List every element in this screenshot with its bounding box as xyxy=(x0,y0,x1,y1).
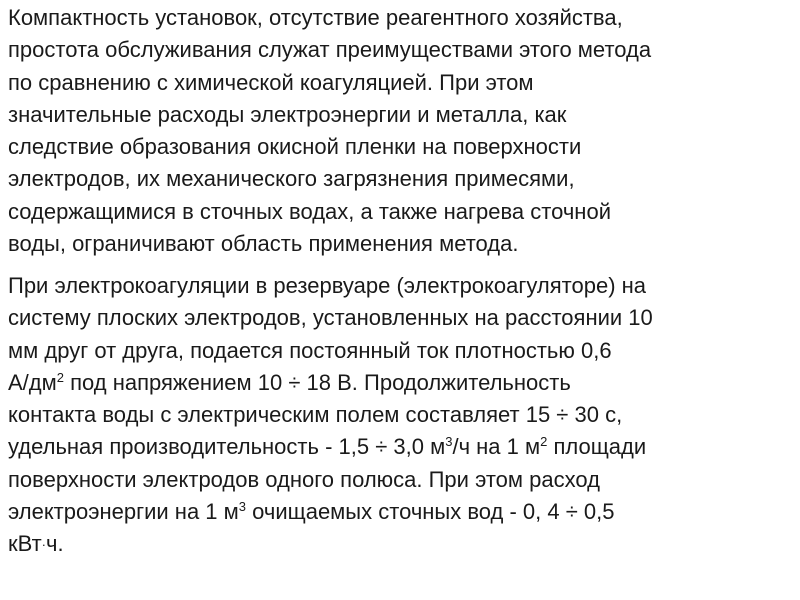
text-run: электроэнергии на 1 м xyxy=(8,499,239,525)
text-line: следствие образования окисной пленки на поверхности xyxy=(8,134,582,160)
text-run: под напряжением 10 ÷ 18 В. Продолжительность xyxy=(63,369,571,395)
text-line: электродов, их механического загрязнения примесями, xyxy=(8,166,575,192)
text-run: удельная производительность - 1,5 ÷ 3,0 м xyxy=(8,434,446,460)
superscript: 2 xyxy=(56,369,64,385)
text-line: мм друг от друга, подается постоянный ток плотностью 0,6 xyxy=(8,337,612,363)
superscript: 3 xyxy=(238,499,246,515)
superscript: 3 xyxy=(445,434,453,450)
text-line: Компактность установок, отсутствие реагентного хозяйства, xyxy=(8,5,623,30)
text-line: поверхности электродов одного полюса. При этом расход xyxy=(8,466,600,492)
paragraph-advantages xyxy=(8,2,651,260)
text-line: контакта воды с электрическим полем составляет 15 ÷ 30 с, xyxy=(8,402,623,428)
text-line xyxy=(8,528,653,561)
text-line xyxy=(8,496,653,528)
text-line xyxy=(8,367,653,399)
text-line: содержащимися в сточных водах, а также нагрева сточной xyxy=(8,198,611,224)
text-line: простота обслуживания служат преимуществами этого метода xyxy=(8,37,652,63)
text-line: значительные расходы электроэнергии и металла, как xyxy=(8,101,567,127)
text-run: А/дм xyxy=(8,369,57,395)
text-line: по сравнению с химической коагуляцией. При этом xyxy=(8,69,534,95)
multiplication-dot: · xyxy=(41,537,46,553)
text-run: ч. xyxy=(46,531,64,557)
text-line: воды, ограничивают область применения метода. xyxy=(8,231,519,257)
paragraph-electrocoagulation xyxy=(8,270,653,562)
text-run: /ч на 1 м xyxy=(452,434,541,460)
text-line: систему плоских электродов, установленных на расстоянии 10 xyxy=(8,305,653,331)
text-line xyxy=(8,431,653,463)
text-run: площади xyxy=(547,434,647,460)
superscript: 2 xyxy=(540,434,548,450)
text-run: очищаемых сточных вод - 0, 4 ÷ 0,5 xyxy=(246,499,615,525)
text-line: При электрокоагуляции в резервуаре (электрокоагуляторе) на xyxy=(8,273,647,298)
text-run: кВт xyxy=(8,531,42,557)
